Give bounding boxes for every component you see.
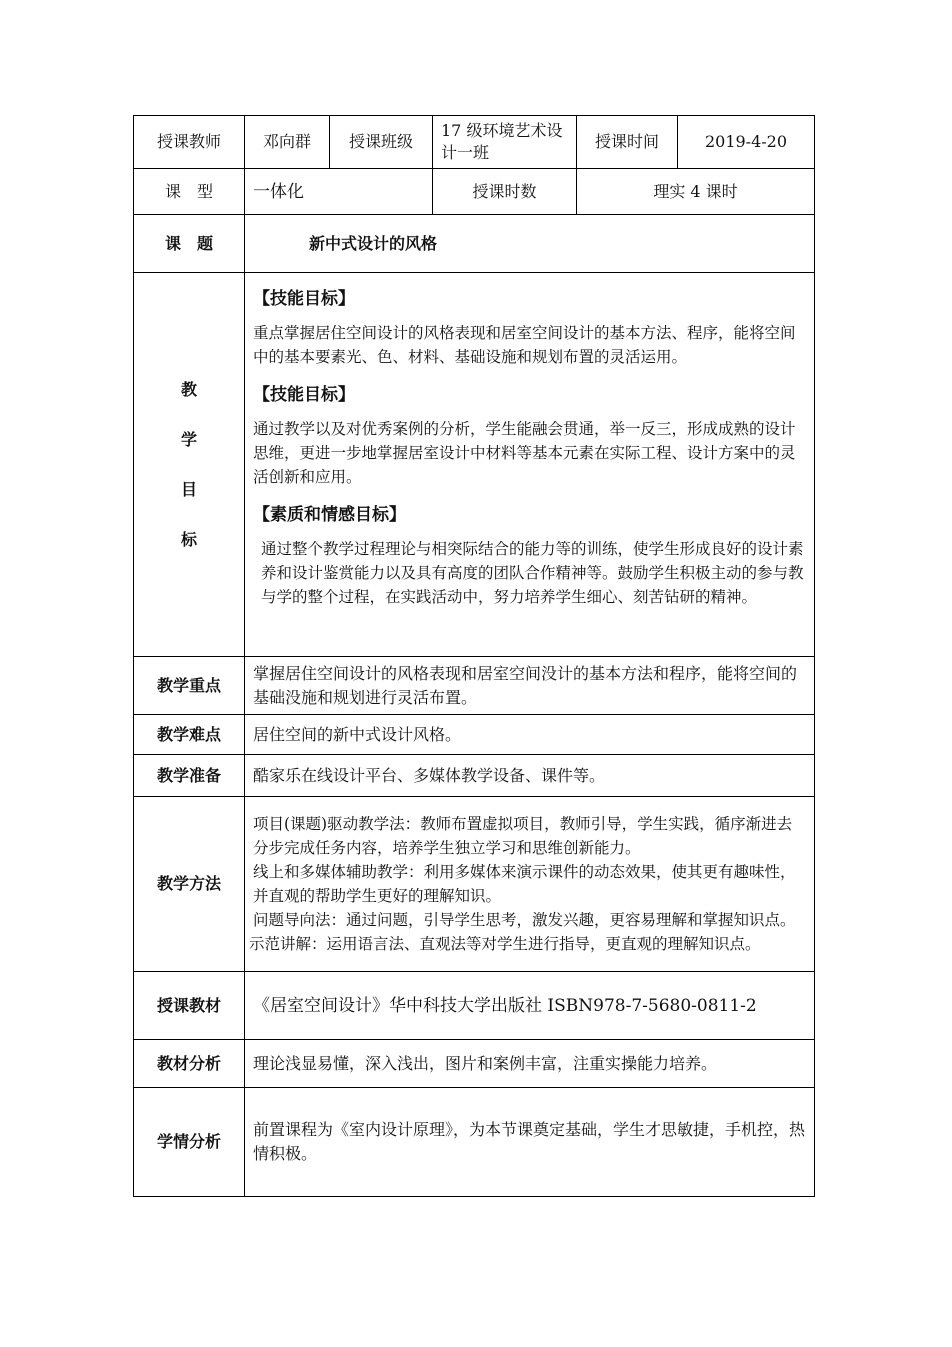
- type-value: 一体化: [245, 169, 433, 215]
- date-label: 授课时间: [577, 116, 678, 169]
- skill-objective-text-2: 通过教学以及对优秀案例的分析，学生能融会贯通，举一反三，形成成熟的设计思维，更进一步地掌握居室设计中材料等基本元素在实际工程、设计方案中的灵活创新和应用。: [253, 420, 796, 486]
- key-points-row: [134, 657, 815, 715]
- topic-title: 新中式设计的风格: [245, 215, 815, 273]
- class-name: 17 级环境艺术设计一班: [433, 116, 577, 169]
- skill-objective-title: 【技能目标】: [253, 289, 355, 309]
- methods-row: [134, 797, 815, 972]
- student-analysis-row: [134, 1088, 815, 1197]
- objectives-label-char: 教: [180, 379, 197, 399]
- method-item: 线上和多媒体辅助教学：利用多媒体来演示课件的动态效果，使其更有趣味性，并直观的帮助学生更好的理解知识。: [253, 863, 796, 905]
- textbook-analysis-label: 教材分析: [134, 1040, 245, 1088]
- preparation-row: [134, 755, 815, 797]
- method-item: 问题导向法：通过问题，引导学生思考，激发兴趣，更容易理解和掌握知识点。: [253, 911, 796, 929]
- preparation-label: 教学准备: [134, 755, 245, 797]
- objectives-label: [134, 273, 245, 657]
- topic-row: [134, 215, 815, 273]
- preparation-text: 酷家乐在线设计平台、多媒体教学设备、课件等。: [245, 755, 815, 797]
- objectives-label-char: 标: [180, 529, 197, 549]
- objectives-label-char: 学: [180, 429, 197, 449]
- key-points-text: 掌握居住空间设计的风格表现和居室空间没计的基本方法和程序，能将空间的基础没施和规划进行灵活布置。: [245, 657, 815, 715]
- hours-value: 理实 4 课时: [577, 169, 815, 215]
- method-item: 项目(课题)驱动教学法：教师布置虚拟项目，教师引导，学生实践，循序渐进去分步完成任务内容，培养学生独立学习和思维创新能力。: [253, 815, 793, 857]
- student-analysis-label: 学情分析: [134, 1088, 245, 1197]
- difficulties-row: [134, 715, 815, 755]
- textbook-analysis-row: [134, 1040, 815, 1088]
- hours-label: 授课时数: [433, 169, 577, 215]
- teacher-label: 授课教师: [134, 116, 245, 169]
- difficulties-text: 居住空间的新中式设计风格。: [245, 715, 815, 755]
- date-value: 2019-4-20: [678, 116, 815, 169]
- textbook-text: 《居室空间设计》华中科技大学出版社 ISBN978-7-5680-0811-2: [245, 972, 815, 1040]
- topic-label: 课 题: [134, 215, 245, 273]
- difficulties-label: 教学难点: [134, 715, 245, 755]
- class-label: 授课班级: [330, 116, 433, 169]
- objectives-row: [134, 273, 815, 657]
- lesson-plan-table: [133, 115, 815, 1197]
- type-row: [134, 169, 815, 215]
- objectives-content: [245, 273, 815, 657]
- textbook-row: [134, 972, 815, 1040]
- textbook-label: 授课教材: [134, 972, 245, 1040]
- method-item: 示范讲解：运用语言法、直观法等对学生进行指导，更直观的理解知识点。: [249, 935, 761, 953]
- methods-label: 教学方法: [134, 797, 245, 972]
- type-label: 课 型: [134, 169, 245, 215]
- skill-objective-text: 重点掌握居住空间设计的风格表现和居室空间设计的基本方法、程序，能将空间中的基本要素光、色、材料、基础设施和规划布置的灵活运用。: [253, 324, 796, 366]
- key-points-label: 教学重点: [134, 657, 245, 715]
- student-analysis-text: 前置课程为《室内设计原理》，为本节课奠定基础，学生才思敏捷，手机控，热情积极。: [245, 1088, 815, 1197]
- quality-objective-text: 通过整个教学过程理论与相突际结合的能力等的训练，使学生形成良好的设计素养和设计鉴赏能力以及具有高度的团队合作精神等。鼓励学生积极主动的参与教与学的整个过程，在实践活动中，努力培养学生细心、刻苦钻研的精神。: [261, 540, 804, 606]
- objectives-label-char: 目: [180, 479, 197, 499]
- teacher-name: 邓向群: [245, 116, 330, 169]
- methods-content: [245, 797, 815, 972]
- quality-objective-title: 【素质和情感目标】: [253, 505, 406, 525]
- header-row: [134, 116, 815, 169]
- textbook-analysis-text: 理论浅显易懂，深入浅出，图片和案例丰富，注重实操能力培养。: [245, 1040, 815, 1088]
- skill-objective-title-2: 【技能目标】: [253, 385, 355, 405]
